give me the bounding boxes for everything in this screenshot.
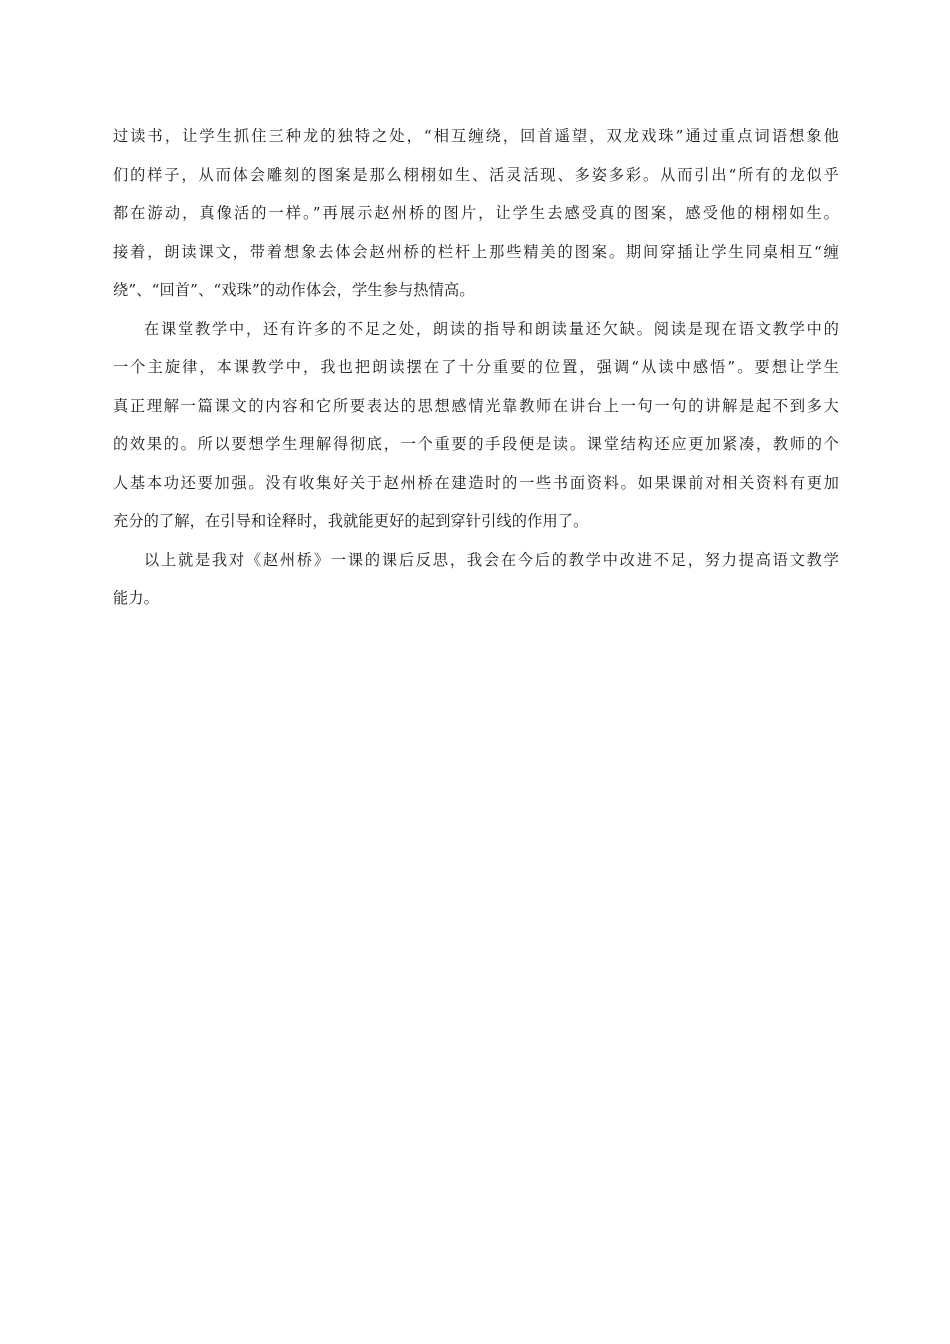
document-body (113, 117, 839, 618)
text-line: 充分的了解，在引导和诠释时，我就能更好的起到穿针引线的作用了。 (113, 512, 589, 530)
text-line: 以上就是我对《赵州桥》一课的课后反思，我会在今后的教学中改进不足，努力提高语文教学 (144, 550, 839, 569)
text-line: 都在游动，真像活的一样。”再展示赵州桥的图片，让学生去感受真的图案，感受他的栩栩如生。 (113, 204, 839, 222)
text-line: 真正理解一篇课文的内容和它所要表达的思想感情光靠教师在讲台上一句一句的讲解是起不到多大 (113, 396, 839, 415)
text-line: 绕”、“回首”、“戏珠”的动作体会，学生参与热情高。 (113, 281, 475, 299)
paragraph-1 (113, 117, 839, 310)
text-line: 在课堂教学中，还有许多的不足之处，朗读的指导和朗读量还欠缺。阅读是现在语文教学中的 (144, 319, 839, 338)
text-line: 一个主旋律，本课教学中，我也把朗读摆在了十分重要的位置，强调“从读中感悟”。要想让学生 (113, 358, 839, 376)
text-line: 们的样子，从而体会雕刻的图案是那么栩栩如生、活灵活现、多姿多彩。从而引出“所有的龙似乎 (113, 165, 839, 184)
paragraph-2 (113, 310, 839, 541)
text-line: 人基本功还要加强。没有收集好关于赵州桥在建造时的一些书面资料。如果课前对相关资料有更加 (113, 473, 839, 492)
text-line: 的效果的。所以要想学生理解得彻底，一个重要的手段便是读。课堂结构还应更加紧凑，教师的个 (113, 435, 839, 453)
text-line: 能力。 (113, 589, 160, 607)
paragraph-3 (113, 541, 839, 618)
text-line: 过读书，让学生抓住三种龙的独特之处，“相互缠绕，回首遥望，双龙戏珠”通过重点词语想象他 (113, 127, 839, 145)
text-line: 接着，朗读课文，带着想象去体会赵州桥的栏杆上那些精美的图案。期间穿插让学生同桌相互“缠 (113, 242, 839, 261)
